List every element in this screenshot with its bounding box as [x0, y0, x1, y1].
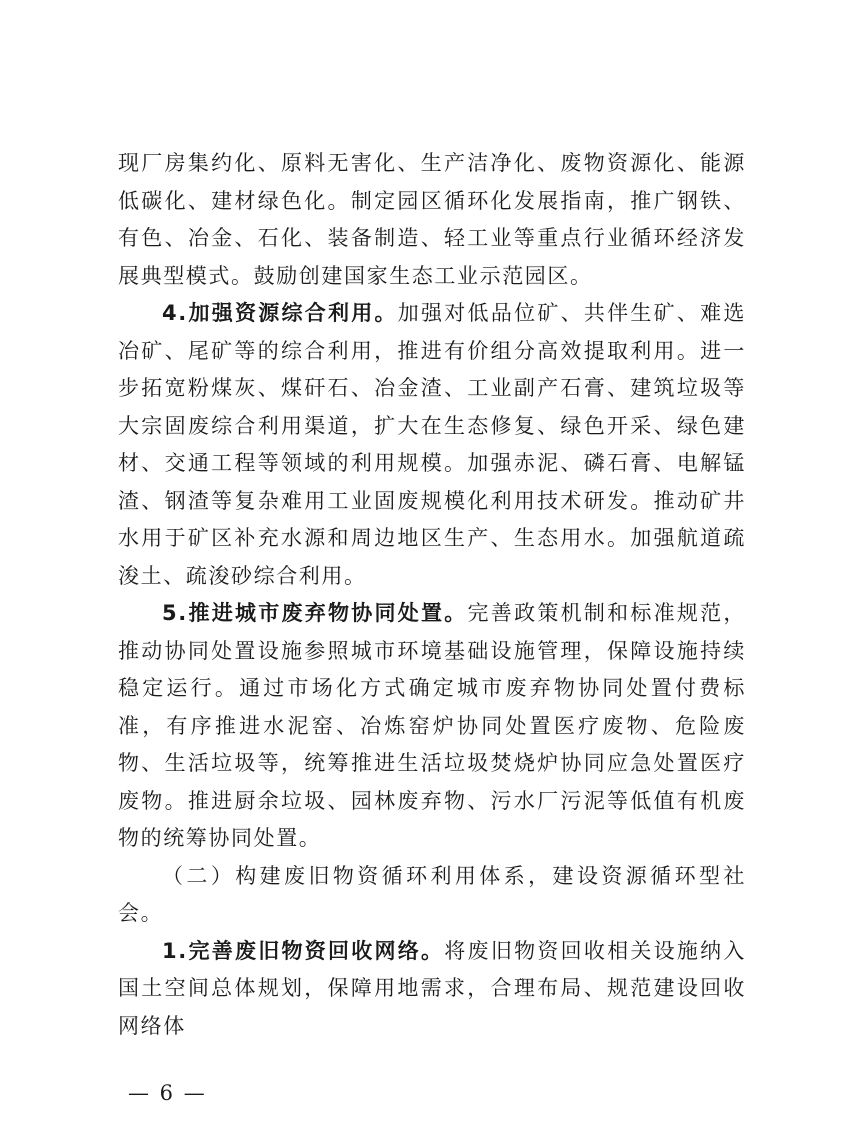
- section-heading-text: （二）构建废旧物资循环利用体系，建设资源循环型社会。: [118, 863, 746, 925]
- section-heading: [118, 858, 746, 933]
- paragraph-continuation: [118, 145, 746, 295]
- paragraph-text: 现厂房集约化、原料无害化、生产洁净化、废物资源化、能源低碳化、建材绿色化。制定园区循环化发展指南，推广钢铁、有色、冶金、石化、装备制造、轻工业等重点行业循环经济发展典型模式。鼓励创建国家生态工业示范园区。: [118, 151, 746, 288]
- paragraph-waste-coprocessing: [118, 595, 746, 858]
- paragraph-lead: 5.推进城市废弃物协同处置。: [162, 601, 468, 625]
- paragraph-lead: 1.完善废旧物资回收网络。: [162, 938, 445, 963]
- paragraph-lead: 4.加强资源综合利用。: [162, 301, 398, 325]
- body-text: [118, 145, 746, 1045]
- paragraph-text: 完善政策机制和标准规范，推动协同处置设施参照城市环境基础设施管理，保障设施持续稳定运行。通过市场化方式确定城市废弃物协同处置付费标准，有序推进水泥窑、冶炼窑炉协同处置医疗废物、危险废物、生活垃圾等，统筹推进生活垃圾焚烧炉协同应急处置医疗废物。推进厨余垃圾、园林废弃物、污水厂污泥等低值有机废物的统筹协同处置。: [118, 601, 746, 850]
- paragraph-text: 加强对低品位矿、共伴生矿、难选冶矿、尾矿等的综合利用，推进有价组分高效提取利用。进一步拓宽粉煤灰、煤矸石、冶金渣、工业副产石膏、建筑垃圾等大宗固废综合利用渠道，扩大在生态修复、绿色开采、绿色建材、交通工程等领域的利用规模。加强赤泥、磷石膏、电解锰渣、钢渣等复杂难用工业固废规模化利用技术研发。推动矿井水用于矿区补充水源和周边地区生产、生态用水。加强航道疏浚土、疏浚砂综合利用。: [118, 301, 746, 588]
- paragraph-text: 将废旧物资回收相关设施纳入国土空间总体规划，保障用地需求，合理布局、规范建设回收网络体: [118, 938, 746, 1038]
- paragraph-resource-utilization: [118, 295, 746, 595]
- page-number: — 6 —: [128, 1081, 207, 1105]
- paragraph-recycling-network: [118, 933, 746, 1046]
